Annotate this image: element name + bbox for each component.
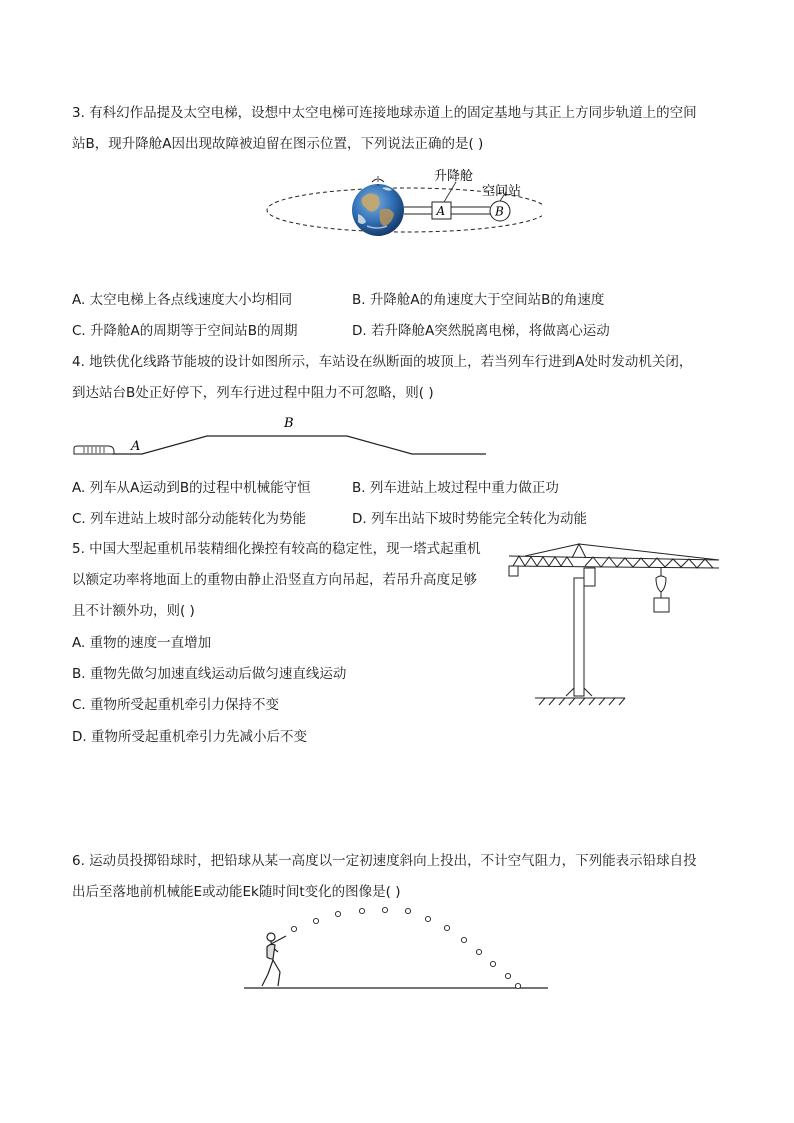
shot-put-figure	[240, 900, 555, 995]
question-3-line-2: 站B，现升降舱A因出现故障被迫留在图示位置，下列说法正确的是( )	[72, 136, 484, 152]
capsule-label: 升降舱	[434, 169, 474, 184]
energy-saving-slope-figure	[70, 412, 490, 464]
question-5-option-c: C. 重物所受起重机牵引力保持不变	[72, 697, 280, 713]
question-6-stem	[72, 846, 722, 908]
athlete-figure	[262, 933, 286, 986]
question-5-line-2: 以额定功率将地面上的重物由静止沿竖直方向吊起，若吊升高度足够	[72, 572, 477, 588]
question-6-line-1: 6. 运动员投掷铅球时，把铅球从某一高度以一定初速度斜向上投出，不计空气阻力，下列能表示铅球自投	[72, 853, 697, 869]
capsule-a-mark: A	[436, 204, 446, 218]
point-a-mark: A	[131, 439, 141, 454]
tower-crane-figure	[505, 538, 725, 710]
crane-mast	[574, 578, 584, 696]
question-6-line-2: 出后至落地前机械能E或动能Ek随时间t变化的图像是( )	[72, 884, 401, 900]
question-5-option-b: B. 重物先做匀加速直线运动后做匀速直线运动	[72, 666, 347, 682]
capsule-leader-line	[444, 182, 456, 202]
question-5-stem	[72, 534, 502, 627]
space-elevator-figure	[262, 162, 542, 252]
station-b-mark: B	[495, 204, 504, 219]
question-5-line-1: 5. 中国大型起重机吊装精细化操控有较高的稳定性，现一塔式起重机	[72, 541, 481, 557]
crane-load-box	[654, 598, 669, 612]
question-4-line-1: 4. 地铁优化线路节能坡的设计如图所示，车站设在纵断面的坡顶上，若当列车行进到A处时发动机关闭，	[72, 354, 693, 370]
crane-cab	[584, 568, 595, 586]
earth-image	[352, 184, 404, 236]
question-5-option-d: D. 重物所受起重机牵引力先减小后不变	[72, 729, 307, 745]
question-4-line-2: 到达站台B处正好停下，列车行进过程中阻力不可忽略，则( )	[72, 385, 434, 401]
question-3-option-a: A. 太空电梯上各点线速度大小均相同	[72, 292, 293, 308]
shot-trajectory	[291, 907, 520, 988]
track-profile	[112, 436, 486, 454]
question-3-line-1: 3. 有科幻作品提及太空电梯，设想中太空电梯可连接地球赤道上的固定基地与其正上方同步轨道上的空间	[72, 105, 697, 121]
question-4-option-b: B. 列车进站上坡过程中重力做正功	[352, 480, 559, 496]
question-5-option-a: A. 重物的速度一直增加	[72, 635, 212, 651]
question-3-option-d: D. 若升降舱A突然脱离电梯，将做离心运动	[352, 323, 610, 339]
question-4-option-a: A. 列车从A运动到B的过程中机械能守恒	[72, 480, 311, 496]
crane-ground	[535, 698, 625, 705]
crane-jib	[509, 556, 719, 568]
question-5-line-3: 且不计额外功，则( )	[72, 603, 195, 619]
question-3-stem	[72, 98, 722, 160]
point-b-mark: B	[284, 416, 294, 431]
station-label: 空间站	[482, 184, 522, 199]
question-3-option-b: B. 升降舱A的角速度大于空间站B的角速度	[352, 292, 605, 308]
question-4-option-c: C. 列车进站上坡时部分动能转化为势能	[72, 511, 307, 527]
question-3-option-c: C. 升降舱A的周期等于空间站B的周期	[72, 323, 298, 339]
train-icon	[74, 446, 114, 454]
question-4-option-d: D. 列车出站下坡时势能完全转化为动能	[352, 511, 587, 527]
question-4-stem	[72, 347, 722, 409]
